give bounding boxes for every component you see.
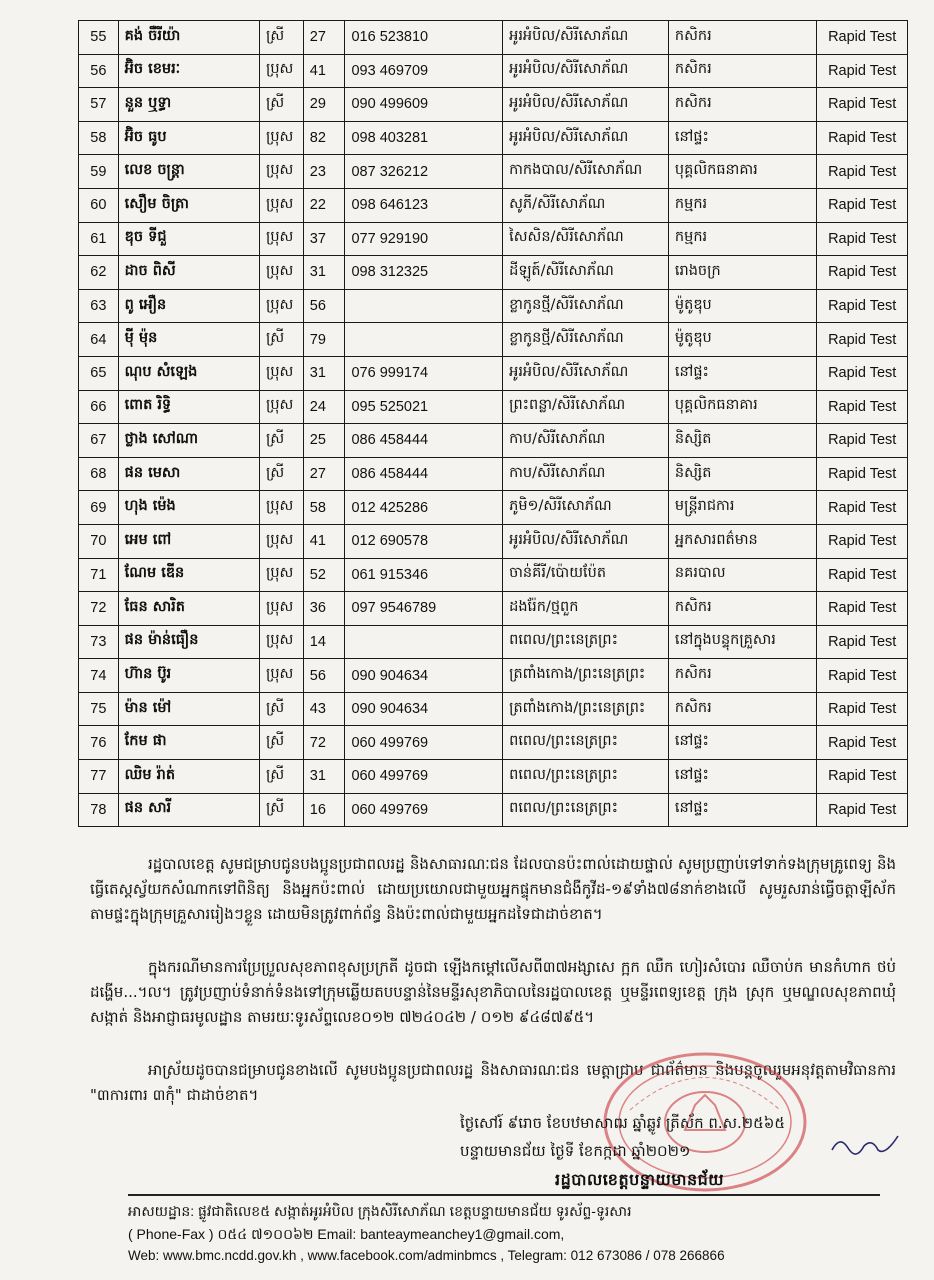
- person-name-cell: ថ្លាង សៅណា: [118, 424, 259, 458]
- person-name-cell: អេម ពៅ: [118, 524, 259, 558]
- row-number-cell: 76: [79, 726, 119, 760]
- row-number-cell: 60: [79, 188, 119, 222]
- address-cell: សៃសិន/សិរីសោភ័ណ: [503, 222, 669, 256]
- row-number-cell: 63: [79, 289, 119, 323]
- person-name-cell: ឌុច ទីជួ: [118, 222, 259, 256]
- phone-number-cell: 098 312325: [345, 256, 503, 290]
- person-name-cell: អ៊ិច ខេមរៈ: [118, 54, 259, 88]
- age-cell: 22: [303, 188, 345, 222]
- phone-number-cell: 076 999174: [345, 356, 503, 390]
- table-row: [79, 356, 908, 390]
- address-cell: ខ្លាកូនថ្មី/សិរីសោភ័ណ: [503, 323, 669, 357]
- address-cell: ពពេល/ព្រះនេត្រព្រះ: [503, 793, 669, 827]
- sex-cell: ស្រី: [260, 726, 304, 760]
- age-cell: 36: [303, 592, 345, 626]
- table-row: [79, 323, 908, 357]
- patient-table: [78, 20, 908, 827]
- test-type-cell: Rapid Test: [817, 121, 908, 155]
- row-number-cell: 78: [79, 793, 119, 827]
- address-cell: ភូមិ១/សិរីសោភ័ណ: [503, 491, 669, 525]
- person-name-cell: កែម ផា: [118, 726, 259, 760]
- table-row: [79, 592, 908, 626]
- sex-cell: ប្រុស: [260, 625, 304, 659]
- occupation-cell: កសិករ: [668, 54, 817, 88]
- row-number-cell: 69: [79, 491, 119, 525]
- age-cell: 41: [303, 524, 345, 558]
- row-number-cell: 64: [79, 323, 119, 357]
- row-number-cell: 61: [79, 222, 119, 256]
- occupation-cell: នៅផ្ទះ: [668, 121, 817, 155]
- person-name-cell: សឿម ចិត្រា: [118, 188, 259, 222]
- test-type-cell: Rapid Test: [817, 793, 908, 827]
- row-number-cell: 73: [79, 625, 119, 659]
- row-number-cell: 72: [79, 592, 119, 626]
- test-type-cell: Rapid Test: [817, 54, 908, 88]
- table-row: [79, 659, 908, 693]
- occupation-cell: អ្នកសារពត៌មាន: [668, 524, 817, 558]
- table-row: [79, 54, 908, 88]
- age-cell: 56: [303, 659, 345, 693]
- lunar-date: ថ្ងៃសៅរ៍ ៩រោច ខែបឋមាសាឍ ឆ្នាំឆ្លូវ ត្រីស័ក ព.ស.២៥៦៥: [460, 1114, 785, 1132]
- sex-cell: ប្រុស: [260, 188, 304, 222]
- sex-cell: ប្រុស: [260, 491, 304, 525]
- test-type-cell: Rapid Test: [817, 424, 908, 458]
- sex-cell: ស្រី: [260, 323, 304, 357]
- test-type-cell: Rapid Test: [817, 289, 908, 323]
- table-row: [79, 222, 908, 256]
- phone-number-cell: 061 915346: [345, 558, 503, 592]
- age-cell: 24: [303, 390, 345, 424]
- row-number-cell: 66: [79, 390, 119, 424]
- row-number-cell: 62: [79, 256, 119, 290]
- test-type-cell: Rapid Test: [817, 592, 908, 626]
- address-cell: ពពេល/ព្រះនេត្រព្រះ: [503, 625, 669, 659]
- age-cell: 37: [303, 222, 345, 256]
- footer-divider: [128, 1194, 880, 1196]
- patient-table-body: [79, 21, 908, 827]
- table-row: [79, 188, 908, 222]
- person-name-cell: ម៉ី ម៉ុន: [118, 323, 259, 357]
- table-row: [79, 524, 908, 558]
- test-type-cell: Rapid Test: [817, 88, 908, 122]
- sex-cell: ប្រុស: [260, 524, 304, 558]
- address-cell: ត្រពាំងកោង/ព្រះនេត្រព្រះ: [503, 659, 669, 693]
- age-cell: 23: [303, 155, 345, 189]
- test-type-cell: Rapid Test: [817, 692, 908, 726]
- person-name-cell: ផន ម៉ាន់ធឿន: [118, 625, 259, 659]
- phone-number-cell: 077 929190: [345, 222, 503, 256]
- row-number-cell: 55: [79, 21, 119, 55]
- phone-number-cell: 016 523810: [345, 21, 503, 55]
- age-cell: 58: [303, 491, 345, 525]
- test-type-cell: Rapid Test: [817, 222, 908, 256]
- person-name-cell: ម៉ាន ម៉ៅ: [118, 692, 259, 726]
- person-name-cell: គង់ ចឺរីយ៉ា: [118, 21, 259, 55]
- address-cell: អូរអំបិល/សិរីសោភ័ណ: [503, 356, 669, 390]
- occupation-cell: មន្ត្រីរាជការ: [668, 491, 817, 525]
- person-name-cell: ផន មេសា: [118, 457, 259, 491]
- address-cell: ចាន់គីរី/ប៉ោយប៉ែត: [503, 558, 669, 592]
- sex-cell: ប្រុស: [260, 558, 304, 592]
- signatory-title: រដ្ឋបាលខេត្តបន្ទាយមានជ័យ: [555, 1170, 724, 1189]
- table-row: [79, 760, 908, 794]
- person-name-cell: អ៊ិច ធូប: [118, 121, 259, 155]
- address-cell: អូរអំបិល/សិរីសោភ័ណ: [503, 121, 669, 155]
- person-name-cell: ហុង ម៉េង: [118, 491, 259, 525]
- person-name-cell: នួន ឬទ្ធា: [118, 88, 259, 122]
- age-cell: 82: [303, 121, 345, 155]
- phone-number-cell: 086 458444: [345, 424, 503, 458]
- table-row: [79, 457, 908, 491]
- test-type-cell: Rapid Test: [817, 21, 908, 55]
- phone-number-cell: 087 326212: [345, 155, 503, 189]
- occupation-cell: នគរបាល: [668, 558, 817, 592]
- table-row: [79, 424, 908, 458]
- occupation-cell: កម្មករ: [668, 222, 817, 256]
- age-cell: 27: [303, 457, 345, 491]
- phone-number-cell: 060 499769: [345, 760, 503, 794]
- test-type-cell: Rapid Test: [817, 491, 908, 525]
- table-row: [79, 625, 908, 659]
- phone-number-cell: [345, 323, 503, 357]
- address-cell: ព្រះពន្លា/សិរីសោភ័ណ: [503, 390, 669, 424]
- footer-contact: ( Phone-Fax ) ០៥៤ ៧១០០៦២ Email: banteaymeanchey1@gmail.com,: [128, 1226, 565, 1242]
- test-type-cell: Rapid Test: [817, 356, 908, 390]
- occupation-cell: កសិករ: [668, 88, 817, 122]
- row-number-cell: 65: [79, 356, 119, 390]
- sex-cell: ស្រី: [260, 692, 304, 726]
- phone-number-cell: 060 499769: [345, 793, 503, 827]
- phone-number-cell: 098 403281: [345, 121, 503, 155]
- age-cell: 72: [303, 726, 345, 760]
- sex-cell: ប្រុស: [260, 289, 304, 323]
- address-cell: ដងរ៉ែក/ថ្មពួក: [503, 592, 669, 626]
- table-row: [79, 155, 908, 189]
- occupation-cell: និស្សិត: [668, 424, 817, 458]
- occupation-cell: កសិករ: [668, 659, 817, 693]
- age-cell: 31: [303, 356, 345, 390]
- person-name-cell: ណែម ឌើន: [118, 558, 259, 592]
- row-number-cell: 70: [79, 524, 119, 558]
- row-number-cell: 57: [79, 88, 119, 122]
- test-type-cell: Rapid Test: [817, 659, 908, 693]
- occupation-cell: កសិករ: [668, 692, 817, 726]
- test-type-cell: Rapid Test: [817, 625, 908, 659]
- person-name-cell: ធែន សារិត: [118, 592, 259, 626]
- phone-number-cell: 093 469709: [345, 54, 503, 88]
- phone-number-cell: 012 690578: [345, 524, 503, 558]
- test-type-cell: Rapid Test: [817, 524, 908, 558]
- address-cell: អូរអំបិល/សិរីសោភ័ណ: [503, 54, 669, 88]
- address-cell: ដីឡូត៍/សិរីសោភ័ណ: [503, 256, 669, 290]
- person-name-cell: ពូ អឿន: [118, 289, 259, 323]
- notice-paragraph-2: ក្នុងករណីមានការប្រែប្រួលសុខភាពខុសប្រក្រតី ដូចជា ឡើងកម្តៅលើសពី៣៧អង្សាសេ ក្អក ឈឺក ហៀរសំបោរ ឈឺចាប់ក មានកំហាក ថប់ដង្ហើម...។ល។ ត្រូវប្រញាប់ទំនាក់ទំនងទៅក្រុមឆ្លើយតបបន្ទាន់នៃមន្ទីរសុខាភិបាលនៃរដ្ឋបាលខេត្ត ឬមន្ទីរពេទ្យខេត្ត ក្រុង ស្រុក ឬមណ្ឌលសុខភាពឃុំ សង្កាត់ និងអាជ្ញាធរមូលដ្ឋាន តាមរយៈទូរស័ព្ទលេខ០១២ ៧២៤០៤២ / ០១២ ៩៤៨៧៩៥។: [90, 958, 896, 1026]
- sex-cell: ប្រុស: [260, 592, 304, 626]
- age-cell: 43: [303, 692, 345, 726]
- row-number-cell: 56: [79, 54, 119, 88]
- sex-cell: ស្រី: [260, 21, 304, 55]
- table-row: [79, 692, 908, 726]
- address-cell: អូរអំបិល/សិរីសោភ័ណ: [503, 21, 669, 55]
- occupation-cell: នៅផ្ទះ: [668, 356, 817, 390]
- age-cell: 41: [303, 54, 345, 88]
- age-cell: 29: [303, 88, 345, 122]
- address-cell: ពពេល/ព្រះនេត្រព្រះ: [503, 760, 669, 794]
- test-type-cell: Rapid Test: [817, 188, 908, 222]
- phone-number-cell: 090 904634: [345, 659, 503, 693]
- age-cell: 16: [303, 793, 345, 827]
- row-number-cell: 58: [79, 121, 119, 155]
- test-type-cell: Rapid Test: [817, 390, 908, 424]
- sex-cell: ប្រុស: [260, 390, 304, 424]
- age-cell: 79: [303, 323, 345, 357]
- person-name-cell: ហ៊ាន ប៊ូរ: [118, 659, 259, 693]
- test-type-cell: Rapid Test: [817, 558, 908, 592]
- occupation-cell: ម៉ូតូឌុប: [668, 289, 817, 323]
- person-name-cell: ណុប សំឡេង: [118, 356, 259, 390]
- table-row: [79, 121, 908, 155]
- address-cell: ពពេល/ព្រះនេត្រព្រះ: [503, 726, 669, 760]
- age-cell: 27: [303, 21, 345, 55]
- person-name-cell: ឈិម រ៉ាត់: [118, 760, 259, 794]
- address-cell: ខ្លាកូនថ្មី/សិរីសោភ័ណ: [503, 289, 669, 323]
- row-number-cell: 59: [79, 155, 119, 189]
- age-cell: 14: [303, 625, 345, 659]
- sex-cell: ប្រុស: [260, 54, 304, 88]
- table-row: [79, 88, 908, 122]
- address-cell: អូរអំបិល/សិរីសោភ័ណ: [503, 88, 669, 122]
- sex-cell: ស្រី: [260, 457, 304, 491]
- phone-number-cell: [345, 625, 503, 659]
- address-cell: អូរអំបិល/សិរីសោភ័ណ: [503, 524, 669, 558]
- address-cell: កាប/សិរីសោភ័ណ: [503, 424, 669, 458]
- test-type-cell: Rapid Test: [817, 457, 908, 491]
- occupation-cell: បុគ្គលិកធនាគារ: [668, 390, 817, 424]
- address-cell: កាប/សិរីសោភ័ណ: [503, 457, 669, 491]
- row-number-cell: 68: [79, 457, 119, 491]
- age-cell: 25: [303, 424, 345, 458]
- person-name-cell: ផន សារី: [118, 793, 259, 827]
- phone-number-cell: 090 904634: [345, 692, 503, 726]
- age-cell: 56: [303, 289, 345, 323]
- table-row: [79, 390, 908, 424]
- phone-number-cell: 090 499609: [345, 88, 503, 122]
- test-type-cell: Rapid Test: [817, 155, 908, 189]
- address-cell: កាកងបាល/សិរីសោភ័ណ: [503, 155, 669, 189]
- table-row: [79, 21, 908, 55]
- sex-cell: ប្រុស: [260, 356, 304, 390]
- sex-cell: ស្រី: [260, 793, 304, 827]
- sex-cell: ស្រី: [260, 88, 304, 122]
- sex-cell: ស្រី: [260, 760, 304, 794]
- phone-number-cell: 097 9546789: [345, 592, 503, 626]
- person-name-cell: ដាច ពិសី: [118, 256, 259, 290]
- phone-number-cell: 098 646123: [345, 188, 503, 222]
- occupation-cell: នៅក្នុងបន្ទុកគ្រួសារ: [668, 625, 817, 659]
- test-type-cell: Rapid Test: [817, 726, 908, 760]
- row-number-cell: 75: [79, 692, 119, 726]
- table-row: [79, 793, 908, 827]
- occupation-cell: បុគ្គលិកធនាគារ: [668, 155, 817, 189]
- sex-cell: ប្រុស: [260, 659, 304, 693]
- occupation-cell: កម្មករ: [668, 188, 817, 222]
- notice-paragraph-3: អាស្រ័យដូចបានជម្រាបជូនខាងលើ សូមបងប្អូនប្រជាពលរដ្ឋ និងសាធារណៈជន មេត្តាជ្រាប ជាព័ត៌មាន និងបន្តចូលរួមអនុវត្តតាមវិធានការ "៣ការពារ ៣កុំ" ជាដាច់ខាត។: [90, 1061, 896, 1104]
- table-row: [79, 289, 908, 323]
- occupation-cell: កសិករ: [668, 592, 817, 626]
- age-cell: 31: [303, 760, 345, 794]
- occupation-cell: រោងចក្រ: [668, 256, 817, 290]
- row-number-cell: 71: [79, 558, 119, 592]
- occupation-cell: នៅផ្ទះ: [668, 793, 817, 827]
- row-number-cell: 77: [79, 760, 119, 794]
- address-cell: សូភី/សិរីសោភ័ណ: [503, 188, 669, 222]
- test-type-cell: Rapid Test: [817, 760, 908, 794]
- person-name-cell: លេខ ចន្ត្រា: [118, 155, 259, 189]
- table-row: [79, 256, 908, 290]
- phone-number-cell: 095 525021: [345, 390, 503, 424]
- age-cell: 52: [303, 558, 345, 592]
- sex-cell: ប្រុស: [260, 121, 304, 155]
- occupation-cell: ម៉ូតូឌុប: [668, 323, 817, 357]
- footer-address: អាសយដ្ឋាន: ផ្លូវជាតិលេខ៥ សង្កាត់អូរអំបិល ក្រុងសិរីសោភ័ណ ខេត្តបន្ទាយមានជ័យ ទូរស័ព្ទ-ទូរសារ: [128, 1203, 632, 1219]
- table-row: [79, 726, 908, 760]
- phone-number-cell: [345, 289, 503, 323]
- occupation-cell: និស្សិត: [668, 457, 817, 491]
- footer-web: Web: www.bmc.ncdd.gov.kh , www.facebook.com/adminbmcs , Telegram: 012 673086 / 078 266866: [128, 1248, 725, 1263]
- phone-number-cell: 060 499769: [345, 726, 503, 760]
- address-cell: ត្រពាំងកោង/ព្រះនេត្រព្រះ: [503, 692, 669, 726]
- row-number-cell: 74: [79, 659, 119, 693]
- occupation-cell: នៅផ្ទះ: [668, 726, 817, 760]
- table-row: [79, 491, 908, 525]
- person-name-cell: ពោត រិទ្ធិ: [118, 390, 259, 424]
- sex-cell: ប្រុស: [260, 155, 304, 189]
- handwritten-signature-icon: [830, 1130, 900, 1160]
- place-date: បន្ទាយមានជ័យ ថ្ងៃទី ខែកក្កដា ឆ្នាំ២០២១: [460, 1142, 691, 1160]
- test-type-cell: Rapid Test: [817, 323, 908, 357]
- sex-cell: ប្រុស: [260, 256, 304, 290]
- occupation-cell: កសិករ: [668, 21, 817, 55]
- age-cell: 31: [303, 256, 345, 290]
- occupation-cell: នៅផ្ទះ: [668, 760, 817, 794]
- table-row: [79, 558, 908, 592]
- sex-cell: ស្រី: [260, 424, 304, 458]
- phone-number-cell: 086 458444: [345, 457, 503, 491]
- notice-paragraph-1: រដ្ឋបាលខេត្ត សូមជម្រាបជូនបងប្អូនប្រជាពលរដ្ឋ និងសាធារណៈជន ដែលបានប៉ះពាល់ដោយផ្ទាល់ សូមប្រញាប់ទៅទាក់ទងក្រុមគ្រូពេទ្យ និងធ្វើតេស្តស្វ័យកសំណាកទៅពិនិត្យ និងអ្នកប៉ះពាល់ ដោយប្រយោលជាមួយអ្នកផ្ទុកមានជំងឺកូវីដ-១៩ទាំង៧៨នាក់ខាងលើ សូមរួសរាន់ធ្វើចត្តាឡីស័កតាមផ្ទះក្នុងក្រុមគ្រួសាររៀងៗខ្លួន ដោយមិនត្រូវពាក់ព័ន្ធ និងប៉ះពាល់ជាមួយអ្នកដទៃជាដាច់ខាត។: [90, 855, 896, 923]
- test-type-cell: Rapid Test: [817, 256, 908, 290]
- row-number-cell: 67: [79, 424, 119, 458]
- phone-number-cell: 012 425286: [345, 491, 503, 525]
- sex-cell: ប្រុស: [260, 222, 304, 256]
